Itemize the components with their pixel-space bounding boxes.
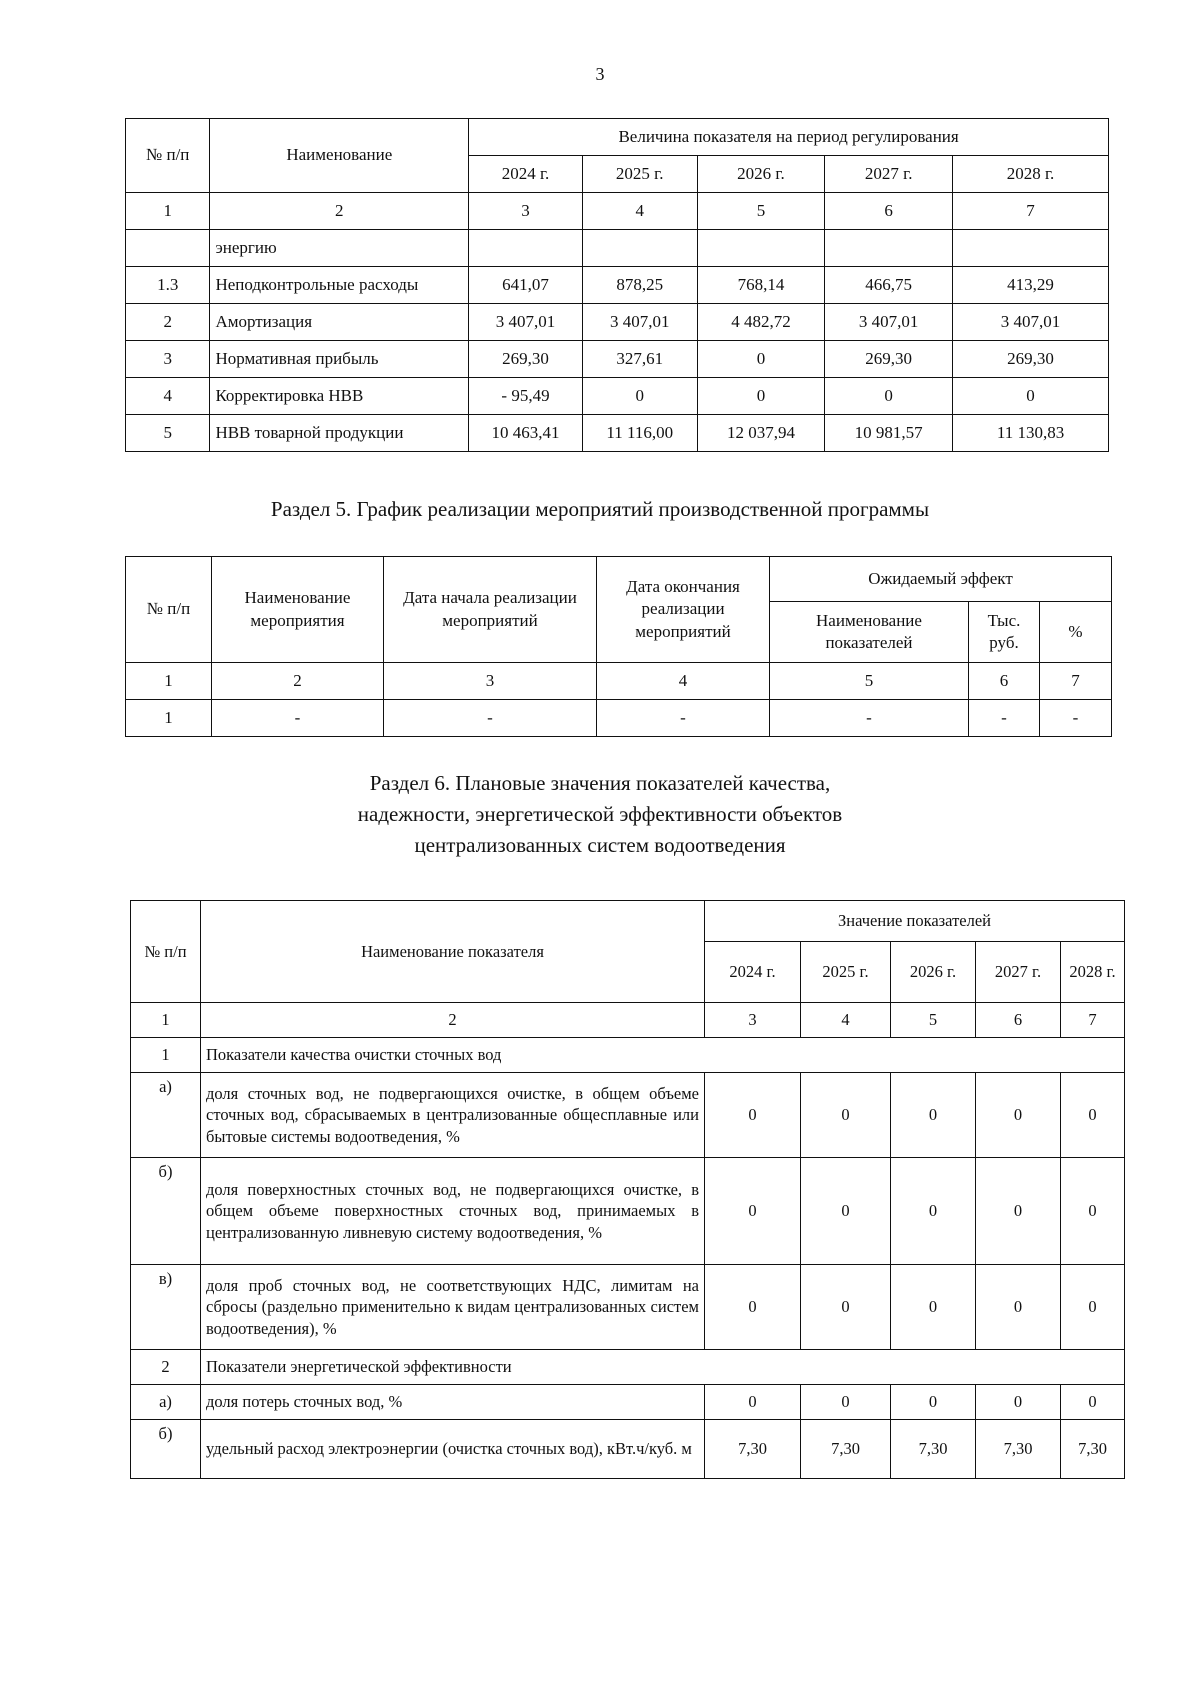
index-cell: 1 [126, 193, 210, 230]
row-value: 0 [1061, 1073, 1125, 1158]
row-value: 269,30 [825, 341, 953, 378]
header-num: № п/п [126, 557, 212, 663]
header-indicator-name: Наименование показателя [201, 901, 705, 1003]
table-row [131, 1420, 1125, 1479]
row-cell: - [1040, 700, 1112, 737]
row-value: 3 407,01 [582, 304, 697, 341]
index-cell: 2 [201, 1003, 705, 1038]
row-name: Корректировка НВВ [210, 378, 469, 415]
header-year: 2027 г. [976, 942, 1061, 1003]
row-value: 0 [891, 1265, 976, 1350]
row-value: 0 [801, 1265, 891, 1350]
index-cell: 5 [891, 1003, 976, 1038]
continuation-text: энергию [210, 230, 469, 267]
row-value: 4 482,72 [697, 304, 825, 341]
row-name: доля потерь сточных вод, % [201, 1385, 705, 1420]
row-num: б) [131, 1420, 201, 1479]
row-value: 0 [582, 378, 697, 415]
row-num: 4 [126, 378, 210, 415]
table-row [126, 378, 1109, 415]
row-cell: - [969, 700, 1040, 737]
header-num: № п/п [131, 901, 201, 1003]
row-value: 413,29 [953, 267, 1109, 304]
index-row [126, 193, 1109, 230]
row-value: 878,25 [582, 267, 697, 304]
header-year: 2025 г. [801, 942, 891, 1003]
header-period-group: Величина показателя на период регулирования [469, 119, 1109, 156]
row-name: Нормативная прибыль [210, 341, 469, 378]
table-row [126, 267, 1109, 304]
table-row [126, 415, 1109, 452]
header-year: 2026 г. [697, 156, 825, 193]
section5-title: Раздел 5. График реализации мероприятий производственной программы [270, 497, 930, 521]
group-num: 1 [131, 1038, 201, 1073]
row-value: 641,07 [469, 267, 583, 304]
table-row [131, 1158, 1125, 1265]
table-row [131, 1385, 1125, 1420]
row-num: б) [131, 1158, 201, 1265]
header-year: 2026 г. [891, 942, 976, 1003]
table-row [126, 304, 1109, 341]
header-event-name: Наименование мероприятия [212, 557, 384, 663]
header-start-date: Дата начала реализации мероприятий [384, 557, 597, 663]
row-name: Амортизация [210, 304, 469, 341]
row-value: 0 [891, 1158, 976, 1265]
row-value: 7,30 [976, 1420, 1061, 1479]
row-value: 0 [705, 1073, 801, 1158]
index-cell: 7 [953, 193, 1109, 230]
index-cell: 5 [770, 663, 969, 700]
header-num: № п/п [126, 119, 210, 193]
row-value: 0 [1061, 1385, 1125, 1420]
section6-title [0, 768, 1200, 861]
row-num: в) [131, 1265, 201, 1350]
row-name: удельный расход электроэнергии (очистка сточных вод), кВт.ч/куб. м [201, 1420, 705, 1479]
quality-indicators-table [130, 900, 1125, 1479]
row-value: 0 [1061, 1158, 1125, 1265]
financial-indicators-table [125, 118, 1109, 452]
index-cell: 1 [131, 1003, 201, 1038]
row-value: 0 [976, 1265, 1061, 1350]
row-value: 327,61 [582, 341, 697, 378]
index-cell: 3 [384, 663, 597, 700]
section6-title-line: надежности, энергетической эффективности объектов [357, 802, 843, 826]
index-cell: 7 [1040, 663, 1112, 700]
header-percent: % [1040, 602, 1112, 663]
row-value: 3 407,01 [469, 304, 583, 341]
row-value: 269,30 [953, 341, 1109, 378]
row-name: доля поверхностных сточных вод, не подвергающихся очистке, в общем объеме поверхностных сточных вод, принимаемых в централизованную ливневую систему водоотведения, % [201, 1158, 705, 1265]
row-value: 0 [825, 378, 953, 415]
table-row [126, 700, 1112, 737]
index-cell: 2 [212, 663, 384, 700]
index-cell: 4 [801, 1003, 891, 1038]
table-row [131, 1265, 1125, 1350]
group-row [131, 1350, 1125, 1385]
row-value: 0 [976, 1158, 1061, 1265]
section6-title-line: централизованных систем водоотведения [414, 833, 786, 857]
index-cell: 6 [969, 663, 1040, 700]
row-cell: - [212, 700, 384, 737]
header-end-date: Дата окончания реализации мероприятий [597, 557, 770, 663]
header-year: 2028 г. [953, 156, 1109, 193]
index-cell: 6 [825, 193, 953, 230]
index-cell: 5 [697, 193, 825, 230]
group-row [131, 1038, 1125, 1073]
row-value: 3 407,01 [825, 304, 953, 341]
index-cell: 7 [1061, 1003, 1125, 1038]
group-title: Показатели энергетической эффективности [201, 1350, 1125, 1385]
header-indicator-name: Наименование показателей [770, 602, 969, 663]
row-name: доля сточных вод, не подвергающихся очистке, в общем объеме сточных вод, сбрасываемых в централизованные общесплавные или бытовые системы водоотведения, % [201, 1073, 705, 1158]
page-number: 3 [595, 64, 605, 84]
row-num: 3 [126, 341, 210, 378]
row-value: 0 [705, 1385, 801, 1420]
row-value: 0 [801, 1073, 891, 1158]
row-value: 0 [801, 1158, 891, 1265]
row-num: 2 [126, 304, 210, 341]
row-value: 0 [697, 378, 825, 415]
row-cell: - [770, 700, 969, 737]
row-num: 5 [126, 415, 210, 452]
header-year: 2024 г. [705, 942, 801, 1003]
header-values-group: Значение показателей [705, 901, 1125, 942]
row-value: 0 [976, 1385, 1061, 1420]
row-num: 1.3 [126, 267, 210, 304]
row-value: 0 [697, 341, 825, 378]
row-value: - 95,49 [469, 378, 583, 415]
row-value: 11 116,00 [582, 415, 697, 452]
row-num: а) [131, 1073, 201, 1158]
index-cell: 4 [582, 193, 697, 230]
row-cell: - [384, 700, 597, 737]
index-cell: 3 [469, 193, 583, 230]
group-title: Показатели качества очистки сточных вод [201, 1038, 1125, 1073]
row-name: доля проб сточных вод, не соответствующих НДС, лимитам на сбросы (раздельно применительно к видам централизованных систем водоотведения), % [201, 1265, 705, 1350]
row-value: 269,30 [469, 341, 583, 378]
header-year: 2024 г. [469, 156, 583, 193]
row-value: 11 130,83 [953, 415, 1109, 452]
row-value: 0 [801, 1385, 891, 1420]
header-name: Наименование [210, 119, 469, 193]
row-value: 768,14 [697, 267, 825, 304]
index-cell: 1 [126, 663, 212, 700]
index-cell: 6 [976, 1003, 1061, 1038]
program-schedule-table [125, 556, 1112, 737]
row-value: 0 [1061, 1265, 1125, 1350]
row-value: 0 [891, 1073, 976, 1158]
index-cell: 3 [705, 1003, 801, 1038]
row-name: НВВ товарной продукции [210, 415, 469, 452]
index-row [126, 663, 1112, 700]
header-thousand-rub: Тыс. руб. [969, 602, 1040, 663]
row-value: 12 037,94 [697, 415, 825, 452]
row-value: 0 [976, 1073, 1061, 1158]
row-value: 466,75 [825, 267, 953, 304]
row-value: 7,30 [801, 1420, 891, 1479]
index-row [131, 1003, 1125, 1038]
header-expected-effect: Ожидаемый эффект [770, 557, 1112, 602]
table-row [131, 1073, 1125, 1158]
group-num: 2 [131, 1350, 201, 1385]
row-num: а) [131, 1385, 201, 1420]
row-value: 0 [705, 1158, 801, 1265]
row-value: 10 463,41 [469, 415, 583, 452]
continuation-row [126, 230, 1109, 267]
row-value: 7,30 [891, 1420, 976, 1479]
table-row [126, 341, 1109, 378]
index-cell: 4 [597, 663, 770, 700]
header-year: 2028 г. [1061, 942, 1125, 1003]
index-cell: 2 [210, 193, 469, 230]
header-year: 2025 г. [582, 156, 697, 193]
row-name: Неподконтрольные расходы [210, 267, 469, 304]
row-value: 0 [953, 378, 1109, 415]
header-year: 2027 г. [825, 156, 953, 193]
row-value: 0 [705, 1265, 801, 1350]
row-value: 7,30 [705, 1420, 801, 1479]
row-cell: 1 [126, 700, 212, 737]
row-cell: - [597, 700, 770, 737]
row-value: 7,30 [1061, 1420, 1125, 1479]
section6-title-line: Раздел 6. Плановые значения показателей качества, [369, 771, 831, 795]
row-value: 3 407,01 [953, 304, 1109, 341]
row-value: 10 981,57 [825, 415, 953, 452]
row-value: 0 [891, 1385, 976, 1420]
